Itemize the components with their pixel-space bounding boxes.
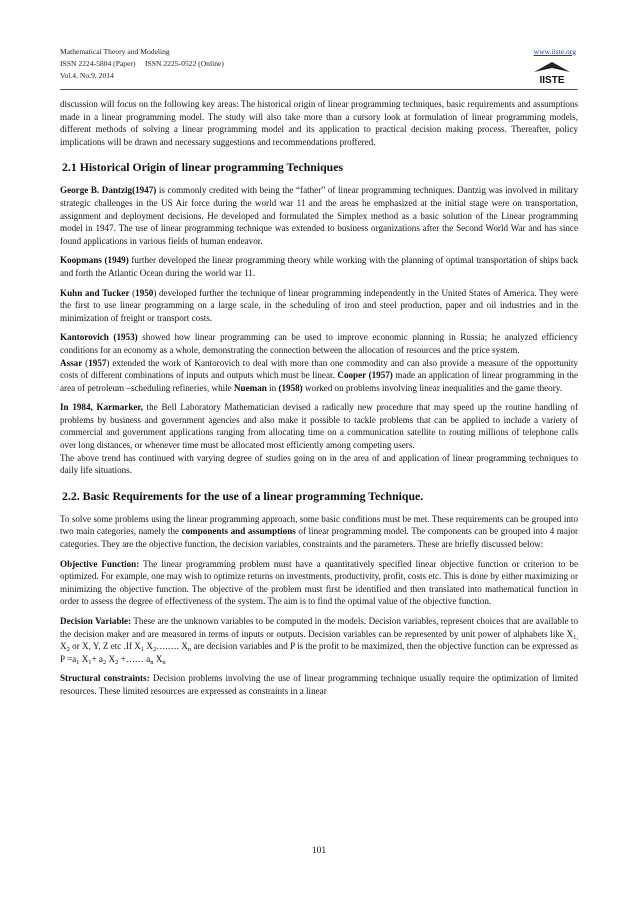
volume-line: Vol.4, No.9, 2014 bbox=[60, 71, 114, 80]
section-heading-2-2: 2.2. Basic Requirements for the use of a linear programming Technique. bbox=[62, 488, 424, 503]
paragraph-kuhn-tucker: Kuhn and Tucker (1950) developed further the technique of linear programming independently in the United States of America. They were the first to use linear programming on a large scale, in the scheduling of iron and steel production, paper and oil industries and in the minimization of freight or transport costs. bbox=[60, 287, 578, 323]
logo-text: IISTE bbox=[539, 75, 565, 86]
paragraph-objective-function: Objective Function: The linear programming problem must have a quantitatively specified linear objective function or criterion to be optimized. For example, one may wish to optimize returns on investments, productivity, profit, costs etc. This is done by either maximizing or minimizing the objective function. The objective of the problem must first be identified and then translated into mathematical function in order to assess the degree of effectiveness of the system. The aim is to find the optimal value of the objective function. bbox=[60, 558, 578, 607]
paragraph-kantorovich: Kantorovich (1953) showed how linear programming can be used to improve economic planning in Russia; he analyzed efficiency conditions for an economy as a whole, demonstrating the connection between the allocation of resources and the price system. bbox=[60, 332, 578, 355]
body-text bbox=[60, 98, 578, 705]
paragraph-assar: Assar (1957) extended the work of Kantorovich to deal with more than one commodity and can also provide a measure of the opportunity costs of different combinations of inputs and outputs which must be linear. Cooper (1957) made an application of linear programming in the area of petroleum –scheduling refineries, while Nueman in (1958) worked on problems involving linear inequalities and the game theory. bbox=[60, 357, 578, 393]
iiste-logo bbox=[528, 58, 576, 86]
issn-line: ISSN 2224-5804 (Paper) ISSN 2225-0522 (Online) bbox=[60, 59, 224, 68]
journal-title: Mathematical Theory and Modeling bbox=[60, 47, 170, 56]
paragraph-trend: The above trend has continued with varying degree of studies going on in the area of and application of linear programming techniques to daily life situations. bbox=[60, 452, 578, 476]
paragraph-koopmans: Koopmans (1949) further developed the linear programming theory while working with the planning of optimal transportation of ships back and forth the Atlantic Ocean during the world war 11. bbox=[60, 255, 578, 278]
section-heading-2-1: 2.1 Historical Origin of linear programming Techniques bbox=[62, 160, 344, 175]
journal-url-link[interactable]: www.iiste.org bbox=[533, 47, 576, 56]
paragraph-dantzig: George B. Dantzig(1947) is commonly credited with being the “father” of linear programming techniques. Dantzig was involved in military strategic challenges in the US Air force during the world war 11 and the areas he emphasized at the initial stage were on transportation, assignment and deployment decisions. He developed and formulated the Simplex method as a basic solution of the Linear programming model in 1947. The use of linear programming technique was extended to business organizations after the Second World War and has since found applications in various fields of human endeavor. bbox=[60, 185, 578, 246]
paragraph-structural-constraints: Structural constraints: Decision problems involving the use of linear programming technique usually require the optimization of limited resources. These limited resources are expressed as constraints in a linear bbox=[60, 673, 579, 696]
intro-paragraph: discussion will focus on the following key areas: The historical origin of linear programming techniques, basic requirements and assumptions made in a linear programming model. The study will also take more than a cursory look at formulation of linear programming models, different methods of solving a linear programming model and its application to practical decision making process. Thereafter, policy implications will be drawn and necessary suggestions and recommendations proffered. bbox=[60, 99, 578, 147]
page-number: 101 bbox=[311, 846, 327, 856]
paragraph-karmarker: In 1984, Karmarker, the Bell Laboratory Mathematician devised a radically new procedure that may speed up the routine handling of problems by business and government agencies and also make it possible to tackle problems that can be applied to include a variety of commercial and government applications ranging from allocating time on a communication satellite to routing millions of telephone calls over long distances, or whenever time must be allocated most efficiently among competing users. bbox=[60, 402, 578, 451]
header-rule bbox=[60, 89, 578, 90]
paragraph-decision-variable: Decision Variable: These are the unknown variables to be computed in the models. Decision variables, represent choices that are available to the decision maker and are measured in terms of inputs or outputs. Decision variables can be represented by unit power of alphabets like $X_{1,}$ $X_2$ or X, Y, Z etc .If $X_1$ $X_2\dots.\dots$. $X_n$ are decision variables and P is the profit to be maximized, then the objective function can be expressed as $P =a_1$ $X_1+ a_2$ $X_2$ +…… $a_n$ $X_n$ bbox=[60, 616, 578, 666]
paragraph-requirements: To solve some problems using the linear programming approach, some basic conditions must be met. These requirements can be grouped into two main categories, namely the components and assumptions of linear programming model. The components can be grouped into 4 major categories. They are the objective function, the decision variables, constraints and the parameters. These are briefly discussed below: bbox=[60, 513, 579, 550]
